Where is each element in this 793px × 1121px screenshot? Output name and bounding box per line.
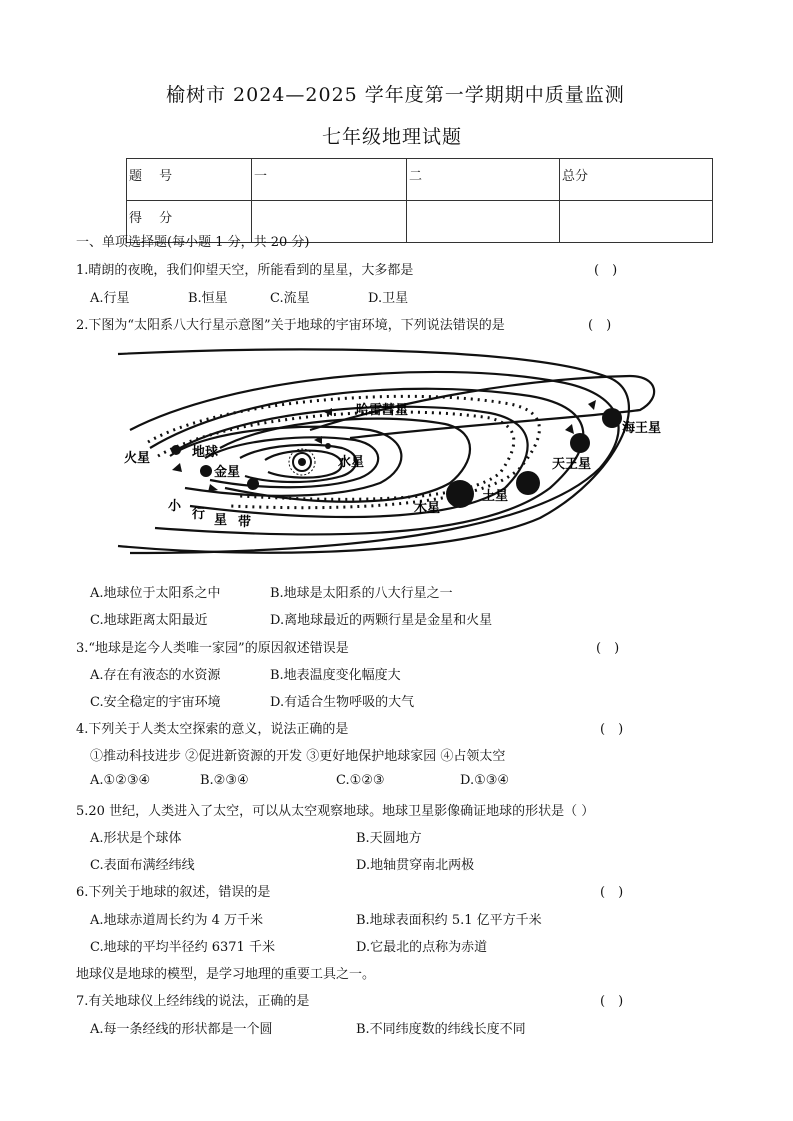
question-stem: 4.下列关于人类太空探索的意义，说法正确的是 [76,722,349,737]
exam-title: 榆树市 2024—2025 学年度第一学期期中质量监测 [166,84,625,106]
venus-planet [247,478,259,490]
asteroid-belt-label: 行 [192,507,206,522]
score-cell: 二 [407,159,560,201]
option[interactable]: A.行星 [90,291,130,306]
option[interactable]: B.恒星 [188,291,228,306]
option[interactable]: D.离地球最近的两颗行星是金星和火星 [270,613,493,628]
solar-system-diagram [110,338,680,566]
comet-label: 哈雷彗星 [356,403,409,418]
option[interactable]: A.形状是个球体 [90,831,182,846]
option[interactable]: D.地轴贯穿南北两极 [356,858,475,873]
statement-list: ①推动科技进步 ②促进新资源的开发 ③更好地保护地球家园 ④占领太空 [90,749,506,764]
option[interactable]: D.卫星 [368,291,409,306]
option[interactable]: A.①②③④ [90,773,151,788]
question-intro: 地球仪是地球的模型，是学习地理的重要工具之一。 [76,967,376,982]
score-cell: 一 [252,159,407,201]
asteroid-belt-label: 小 [168,499,182,514]
option[interactable]: C.地球距离太阳最近 [90,613,208,628]
score-table-row [127,159,713,201]
mars-label: 火星 [124,451,151,466]
jupiter-label: 木星 [414,501,441,516]
uranus-planet [570,433,590,453]
answer-bracket[interactable]: ( ) [588,318,612,333]
option[interactable]: A.每一条经线的形状都是一个圆 [90,1022,273,1037]
option[interactable]: C.①②③ [336,773,385,788]
score-cell: 得 分 [127,201,252,243]
option[interactable]: A.存在有液态的水资源 [90,668,221,683]
neptune-planet [602,408,622,428]
option[interactable]: C.流星 [270,291,310,306]
question-stem: 2.下图为“太阳系八大行星示意图”关于地球的宇宙环境，下列说法错误的是 [76,318,505,333]
option[interactable]: C.表面布满经纬线 [90,858,195,873]
neptune-label: 海王星 [622,421,662,436]
mercury-label: 水星 [338,455,365,470]
saturn-label: 土星 [482,489,509,504]
option[interactable]: B.②③④ [200,773,249,788]
answer-bracket[interactable]: ( ) [600,885,624,900]
answer-bracket[interactable]: ( ) [594,263,618,278]
question-stem: 5.20 世纪，人类进入了太空，可以从太空观察地球。地球卫星影像确证地球的形状是（ ） [76,804,595,819]
question-stem: 7.有关地球仪上经纬线的说法，正确的是 [76,994,310,1009]
option[interactable]: D.它最北的点称为赤道 [356,940,488,955]
question-stem: 1.晴朗的夜晚，我们仰望天空，所能看到的星星，大多都是 [76,263,414,278]
option[interactable]: D.①③④ [460,773,510,788]
score-cell[interactable] [407,201,560,243]
saturn-planet [516,471,540,495]
option[interactable]: A.地球赤道周长约为 4 万千米 [90,913,264,928]
mercury-planet [325,443,331,449]
question-stem: 3.“地球是迄今人类唯一家园”的原因叙述错误是 [76,641,349,656]
asteroid-belt-label: 星 [214,513,228,528]
sun-icon [289,449,315,475]
score-cell: 总分 [560,159,713,201]
option[interactable]: C.地球的平均半径约 6371 千米 [90,940,275,955]
section-heading: 一、单项选择题(每小题 1 分，共 20 分) [76,235,310,250]
option[interactable]: B.天圆地方 [356,831,422,846]
option[interactable]: A.地球位于太阳系之中 [90,586,221,601]
score-cell[interactable] [560,201,713,243]
answer-bracket[interactable]: ( ) [600,722,624,737]
mars-planet [171,445,181,455]
answer-bracket[interactable]: ( ) [600,994,624,1009]
earth-planet [200,465,212,477]
venus-label: 金星 [214,465,241,480]
exam-subtitle: 七年级地理试题 [322,126,463,148]
score-cell: 题 号 [127,159,252,201]
uranus-label: 天王星 [552,457,592,472]
option[interactable]: C.安全稳定的宇宙环境 [90,695,221,710]
jupiter-planet [446,480,474,508]
asteroid-belt-label: 带 [238,515,252,530]
earth-label: 地球 [192,445,219,460]
option[interactable]: B.地表温度变化幅度大 [270,668,401,683]
option[interactable]: B.地球表面积约 5.1 亿平方千米 [356,913,542,928]
question-stem: 6.下列关于地球的叙述，错误的是 [76,885,271,900]
option[interactable]: B.地球是太阳系的八大行星之一 [270,586,453,601]
answer-bracket[interactable]: ( ) [596,641,620,656]
option[interactable]: D.有适合生物呼吸的大气 [270,695,415,710]
option[interactable]: B.不同纬度数的纬线长度不同 [356,1022,526,1037]
